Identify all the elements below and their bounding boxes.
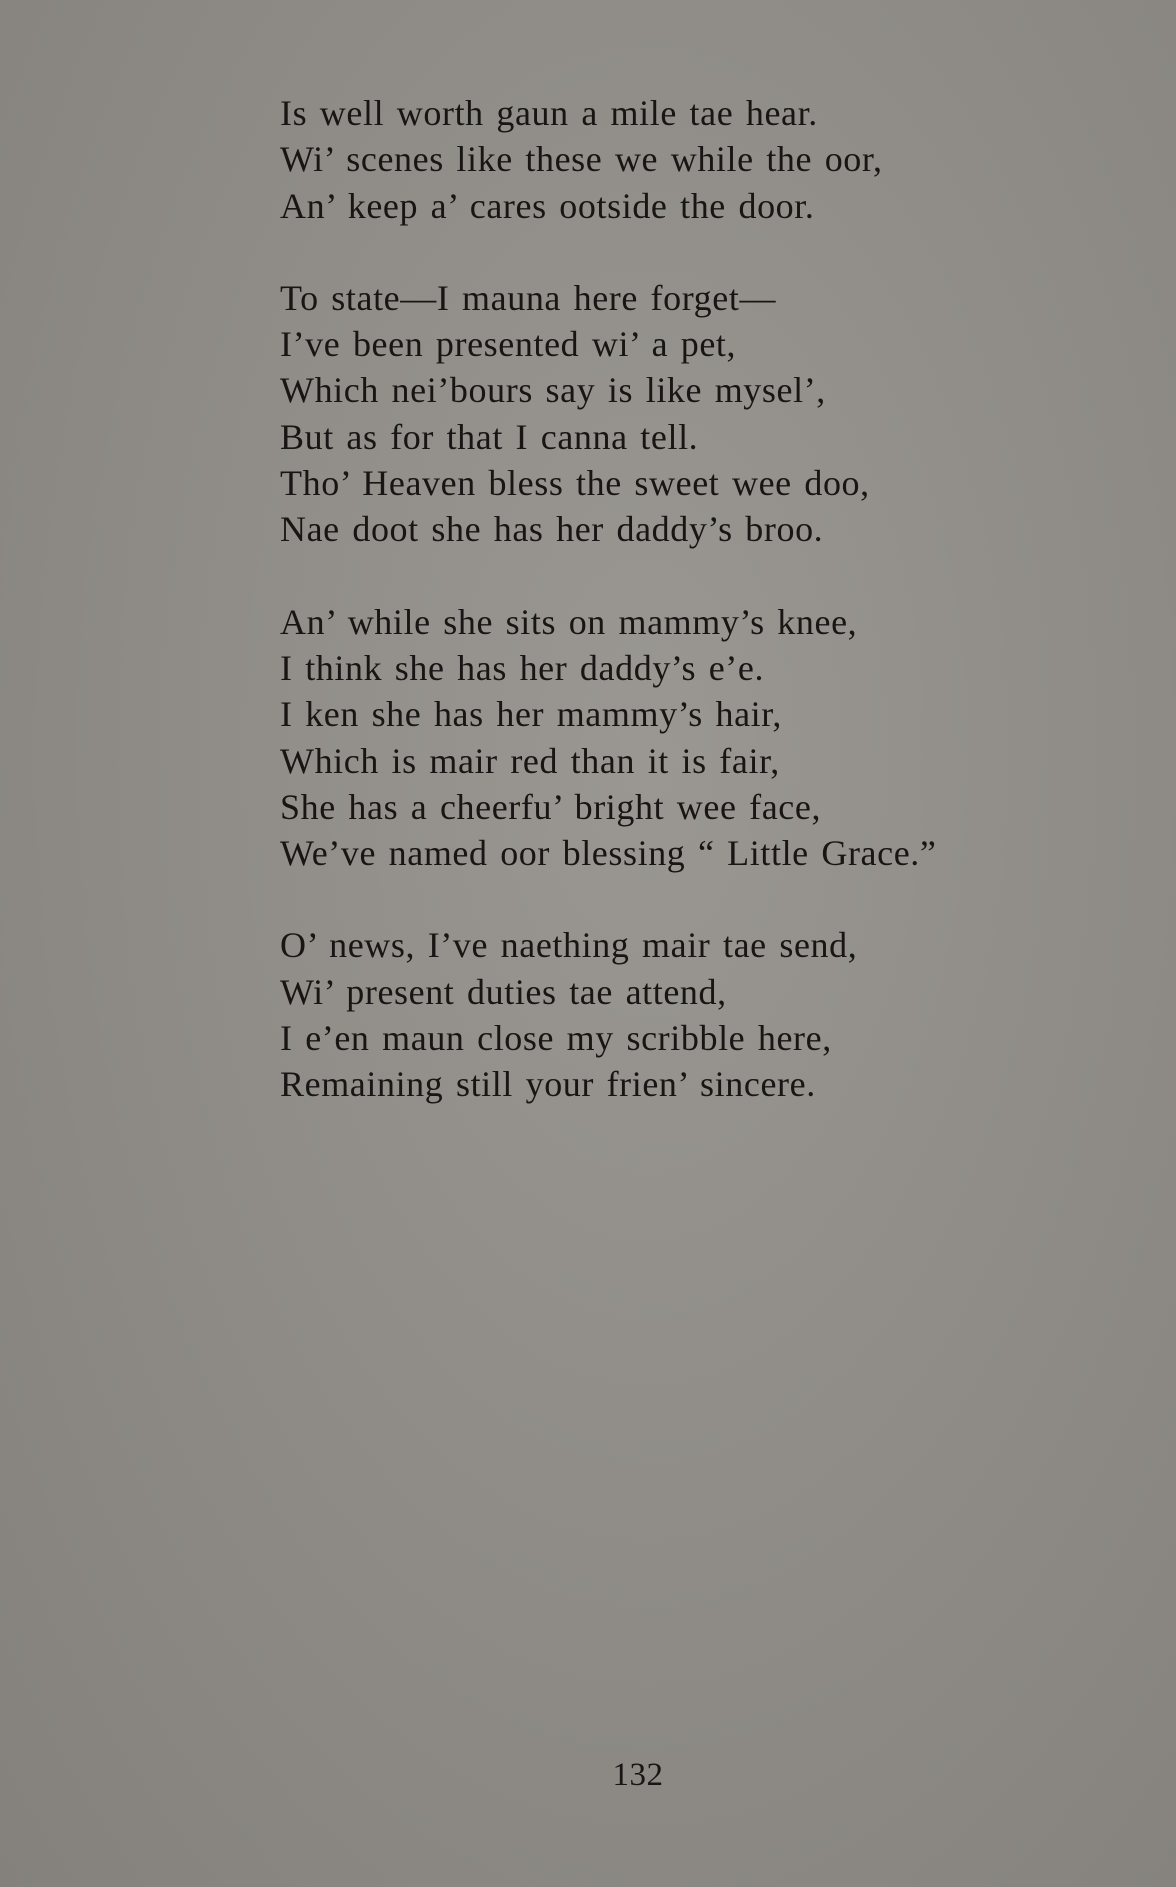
stanza-4	[280, 922, 1020, 1107]
poem-line: I e’en maun close my scribble here,	[280, 1018, 832, 1059]
poem-line: Which is mair red than it is fair,	[280, 740, 780, 781]
stanza-2	[280, 275, 1020, 553]
poem-line: Wi’ scenes like these we while the oor,	[280, 139, 883, 180]
poem-line: Wi’ present duties tae attend,	[280, 971, 727, 1012]
stanza-1	[280, 90, 1020, 229]
poem-line: She has a cheerfu’ bright wee face,	[280, 786, 822, 827]
poem-line: Is well worth gaun a mile tae hear.	[280, 93, 818, 133]
poem-line: An’ keep a’ cares ootside the door.	[280, 185, 815, 226]
poem-line: O’ news, I’ve naething mair tae send,	[280, 925, 858, 966]
poem-line: Nae doot she has her daddy’s broo.	[280, 509, 824, 550]
poem-line: Remaining still your frien’ sincere.	[280, 1064, 816, 1105]
page-number: 132	[612, 1757, 664, 1793]
poem-line: We’ve named oor blessing “ Little Grace.”	[280, 833, 937, 874]
poem-line: To state—I mauna here forget—	[280, 277, 777, 318]
poem-line: An’ while she sits on mammy’s knee,	[280, 601, 858, 642]
poem-line: I’ve been presented wi’ a pet,	[280, 324, 737, 365]
poem-line: But as for that I canna tell.	[280, 416, 699, 457]
poem-line: I ken she has her mammy’s hair,	[280, 694, 783, 735]
poem-line: Which nei’bours say is like mysel’,	[280, 370, 826, 411]
poem-body	[280, 90, 1020, 1154]
poem-line: Tho’ Heaven bless the sweet wee doo,	[280, 463, 870, 504]
stanza-3	[280, 599, 1020, 877]
poem-line: I think she has her daddy’s e’e.	[280, 647, 765, 688]
